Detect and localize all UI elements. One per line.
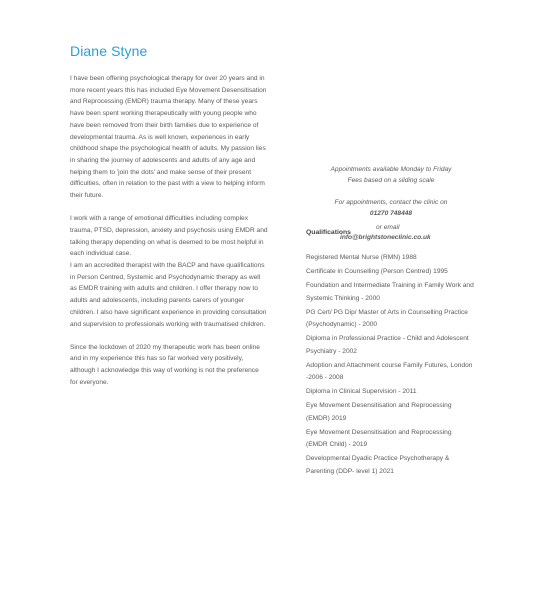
contact-line: For appointments, contact the clinic on xyxy=(334,199,448,206)
email-link[interactable]: info@brightstoneclinic.co.uk xyxy=(340,234,431,241)
qualifications-list xyxy=(306,252,474,478)
list-item: Diploma in Clinical Supervision - 2011 xyxy=(306,388,417,396)
contact-row xyxy=(306,226,476,252)
list-item: Developmental Dyadic Practice Psychotherapy & Parenting (DDP- level 1) 2021 xyxy=(306,455,450,475)
or-email-label: or email xyxy=(376,224,400,231)
sidebar xyxy=(306,164,476,480)
fees-note: Fees based on a sliding scale xyxy=(347,177,435,184)
appointments-availability: Appointments available Monday to Friday xyxy=(330,166,452,173)
list-item: Certificate in Counselling (Person Centred) 1995 xyxy=(306,268,448,276)
appointments-info xyxy=(306,164,476,219)
bio-paragraph: I work with a range of emotional difficulties including complex trauma, PTSD, depression, anxiety and psychosis using EMDR and talking therapy depending on what is deemed to be most helpful in each individual case. I am an accredited therapist with the BACP and have qualifications in Person Centred, Systemic and Psychodynamic therapy as well as EMDR training with adults and children. I offer therapy now to adults and adolescents, including parents carers of younger children. I also have significant experience in providing consultation and supervision to professionals working with traumatised children. xyxy=(70,215,268,328)
list-item: Registered Mental Nurse (RMN) 1988 xyxy=(306,254,417,261)
phone-number[interactable]: 01270 748448 xyxy=(369,210,413,217)
page-title: Diane Styne xyxy=(70,43,148,59)
bio-section xyxy=(70,73,268,400)
list-item: Foundation and Intermediate Training in Family Work and Systemic Thinking - 2000 xyxy=(306,282,474,302)
qualifications-heading: Qualifications xyxy=(306,229,351,236)
list-item: PG Cert/ PG Dip/ Master of Arts in Counselling Practice (Psychodynamic) - 2000 xyxy=(306,308,468,329)
list-item: Eye Movement Desensitisation and Reprocessing (EMDR Child) - 2019 xyxy=(306,428,452,449)
list-item: Diploma in Professional Practice - Child and Adolescent Psychiatry - 2002 xyxy=(306,335,469,355)
list-item: Eye Movement Desensitisation and Reprocessing (EMDR) 2019 xyxy=(306,402,452,422)
bio-paragraph: Since the lockdown of 2020 my therapeutic work has been online and in my experience this has so far worked very positively, although I acknowledge this way of working is not the preference for everyone. xyxy=(70,343,260,386)
list-item: Adoption and Attachment course Family Futures, London -2006 - 2008 xyxy=(306,361,473,382)
bio-paragraph: I have been offering psychological therapy for over 20 years and in more recent years this has included Eye Movement Desensitisation and Reprocessing (EMDR) trauma therapy. Many of these years have been spent working therapeutically with young people who have been removed from their birth families due to experience of developmental trauma. As is well known, experiences in early childhood shape the psychological health of adults. My passion lies in sharing the journey of adolescents and adults of any age and helping them to 'join the dots' and make sense of their present difficulties, often in relation to the past with a view to helping inform their future. xyxy=(70,75,267,200)
